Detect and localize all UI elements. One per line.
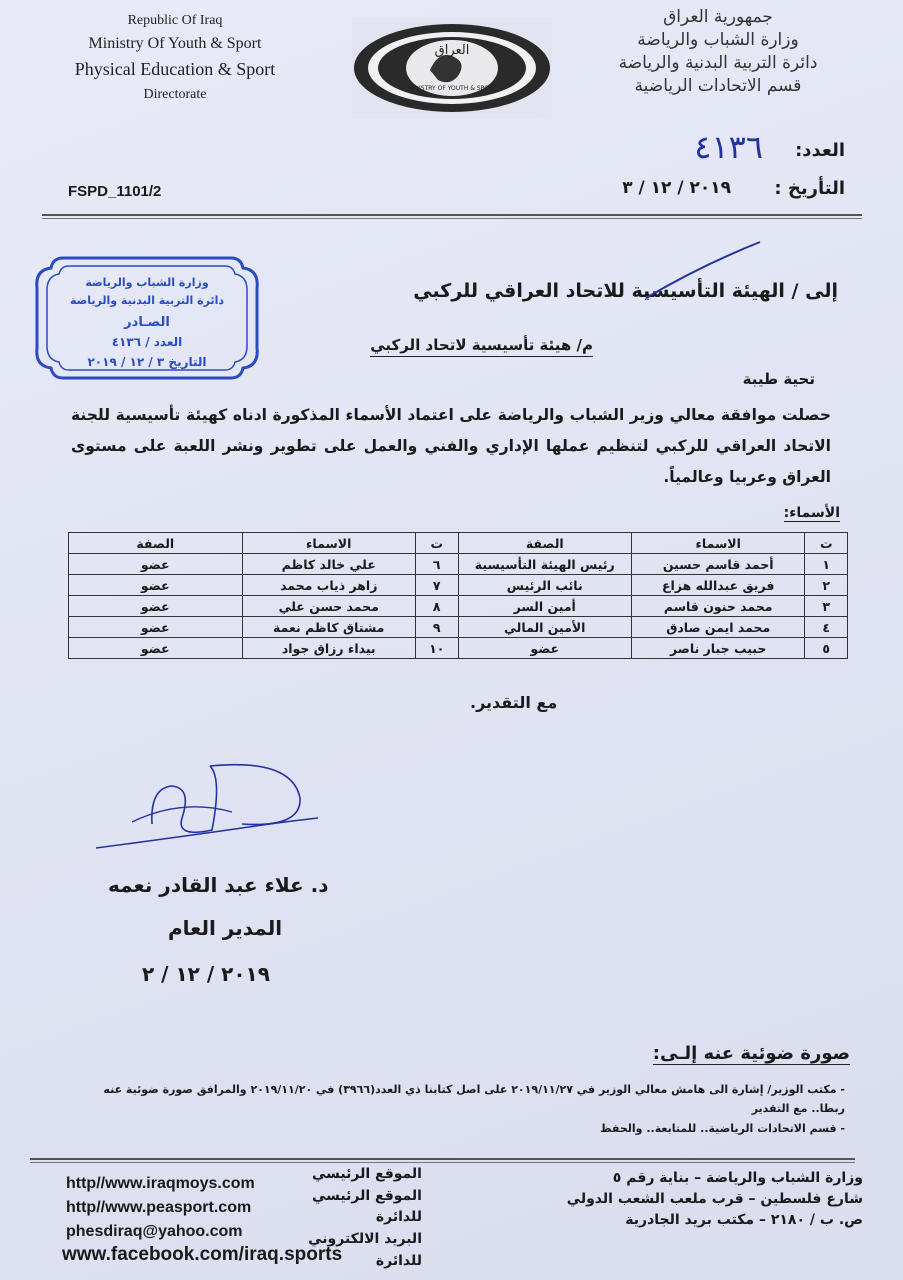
cell-name: فريق عبدالله هزاع	[631, 575, 804, 596]
cell-role: نائب الرئيس	[458, 575, 631, 596]
stamp-issued: الصـادر	[124, 315, 170, 330]
english-letterhead	[40, 10, 310, 106]
cell-index: ٥	[805, 638, 848, 659]
handwritten-signature	[92, 758, 322, 858]
table-row	[69, 554, 848, 575]
cell-role: أمين السر	[458, 596, 631, 617]
logo-caption: MINISTRY OF YOUTH & SPORT	[407, 85, 497, 92]
stamp-date: التاريخ ٣ / ١٢ / ٢٠١٩	[87, 355, 207, 369]
letterhead-country: Republic Of Iraq	[127, 13, 223, 28]
footer-label-main-site: الموقع الرئيسي	[312, 1166, 422, 1182]
table-row	[69, 596, 848, 617]
members-table	[68, 532, 848, 659]
stamp-number: العدد / ٤١٣٦	[111, 335, 183, 349]
cell-index: ١٠	[415, 638, 458, 659]
cell-name: زاهر ذياب محمد	[242, 575, 415, 596]
names-heading: الأسماء:	[783, 505, 840, 521]
cell-index: ٤	[805, 617, 848, 638]
cell-role: عضو	[69, 575, 243, 596]
footer-label-dir-site: الموقع الرئيسي للدائرة	[312, 1187, 422, 1226]
cell-index: ٣	[805, 596, 848, 617]
letterhead-ar-section: قسم الاتحادات الرياضية	[634, 75, 802, 96]
letterhead-ar-department: دائرة التربية البدنية والرياضة	[618, 52, 818, 73]
cell-name: محمد ايمن صادق	[631, 617, 804, 638]
ministry-logo	[352, 18, 552, 118]
cell-name: محمد حنون قاسم	[631, 596, 804, 617]
letterhead-ar-country: جمهورية العراق	[663, 7, 773, 27]
cc-heading: صورة ضوئية عنه إلـى:	[652, 1043, 850, 1064]
cell-role: عضو	[458, 638, 631, 659]
facebook-link: www.facebook.com/iraq.sports	[62, 1244, 343, 1265]
letterhead-department: Physical Education & Sport	[74, 59, 276, 80]
closing-regards: مع التقدير.	[470, 693, 558, 712]
signer-title: المدير العام	[168, 916, 283, 940]
reference-code: FSPD_1101/2	[68, 183, 162, 200]
col-header-name-2: الاسماء	[242, 533, 415, 554]
main-site-link: http//www.iraqmoys.com	[66, 1175, 255, 1192]
col-header-index: ت	[805, 533, 848, 554]
cc-item: - مكتب الوزير/ إشارة الى هامش معالي الوزير في ٢٠١٩/١١/٢٧ على اصل كتابنا ذي العدد(٣٩٦٦) في ٢٠١٩/١١/٢٠ والمرافق صورة ضوئية عنه ربطا.. مع التقدير	[103, 1083, 845, 1116]
col-header-role-2: الصفة	[69, 533, 243, 554]
date-value: ٢٠١٩ / ١٢ / ٣	[622, 178, 731, 198]
subject-line: م/ هيئة تأسيسية لاتحاد الركبي	[370, 336, 593, 357]
cell-index: ٧	[415, 575, 458, 596]
cell-index: ٢	[805, 575, 848, 596]
directorate-site-link: http//www.peasport.com	[66, 1199, 252, 1216]
col-header-role: الصفة	[458, 533, 631, 554]
header-divider	[42, 214, 862, 219]
footer-address-line: وزارة الشباب والرياضة – بناية رقم ٥	[612, 1170, 863, 1186]
cell-role: رئيس الهيئة التأسيسية	[458, 554, 631, 575]
cell-name: بيداء رزاق جواد	[242, 638, 415, 659]
cell-role: عضو	[69, 638, 243, 659]
arabic-letterhead	[573, 6, 863, 98]
cell-index: ٦	[415, 554, 458, 575]
svg-text:العراق: العراق	[434, 43, 470, 58]
cell-index: ١	[805, 554, 848, 575]
cell-index: ٨	[415, 596, 458, 617]
footer-address-line: ص. ب / ٢١٨٠ – مكتب بريد الجادرية	[625, 1212, 863, 1228]
cell-role: عضو	[69, 596, 243, 617]
letterhead-ministry: Ministry Of Youth & Sport	[88, 34, 262, 52]
signature-date: ٢٠١٩ / ١٢ / ٢	[142, 962, 270, 986]
addressee: إلى / الهيئة التأسيسية للاتحاد العراقي للركبي	[413, 280, 838, 302]
email-address: phesdiraq@yahoo.com	[66, 1223, 243, 1240]
cell-role: الأمين المالي	[458, 617, 631, 638]
table-row	[69, 575, 848, 596]
letterhead-directorate: Directorate	[143, 87, 207, 103]
cell-name: علي خالد كاظم	[242, 554, 415, 575]
footer-divider	[30, 1158, 855, 1163]
issued-stamp	[33, 248, 261, 388]
footer-address-line: شارع فلسطين – قرب ملعب الشعب الدولي	[566, 1191, 863, 1207]
stamp-department: دائرة التربية البدنية والرياضة	[69, 294, 225, 307]
col-header-name: الاسماء	[631, 533, 804, 554]
handwritten-check-mark	[640, 236, 770, 306]
cc-item: - قسم الاتحادات الرياضية.. للمتابعة.. والحفظ	[600, 1122, 845, 1135]
number-value: ٤١٣٦	[694, 128, 763, 166]
letterhead-ar-ministry: وزارة الشباب والرياضة	[637, 29, 799, 50]
letter-body: حصلت موافقة معالي وزير الشباب والرياضة على اعتماد الأسماء المذكورة ادناه كهيئة تأسيسية للجنة الاتحاد العراقي للركبي لتنظيم عملها الإداري والفني والعمل على تطوير ونشر اللعبة على مستوى العراق وعربيا وعالمياً.	[71, 406, 831, 486]
table-row	[69, 617, 848, 638]
footer-label-email: البريد الالكتروني للدائرة	[308, 1231, 422, 1269]
table-header-row	[69, 533, 848, 554]
date-label: التأريخ :	[774, 178, 845, 199]
footer-contacts	[66, 1172, 255, 1244]
number-label: العدد:	[795, 140, 845, 161]
cell-name: أحمد قاسم حسين	[631, 554, 804, 575]
signer-name: د. علاء عبد القادر نعمه	[108, 873, 329, 897]
greeting: تحية طيبة	[742, 370, 815, 388]
cell-name: حبيب جبار ناصر	[631, 638, 804, 659]
stamp-ministry: وزارة الشباب والرياضة	[85, 276, 209, 289]
cell-index: ٩	[415, 617, 458, 638]
col-header-index-2: ت	[415, 533, 458, 554]
cell-name: مشتاق كاظم نعمة	[242, 617, 415, 638]
cell-role: عضو	[69, 554, 243, 575]
cell-name: محمد حسن علي	[242, 596, 415, 617]
footer-address	[563, 1168, 863, 1231]
cell-role: عضو	[69, 617, 243, 638]
table-row	[69, 638, 848, 659]
